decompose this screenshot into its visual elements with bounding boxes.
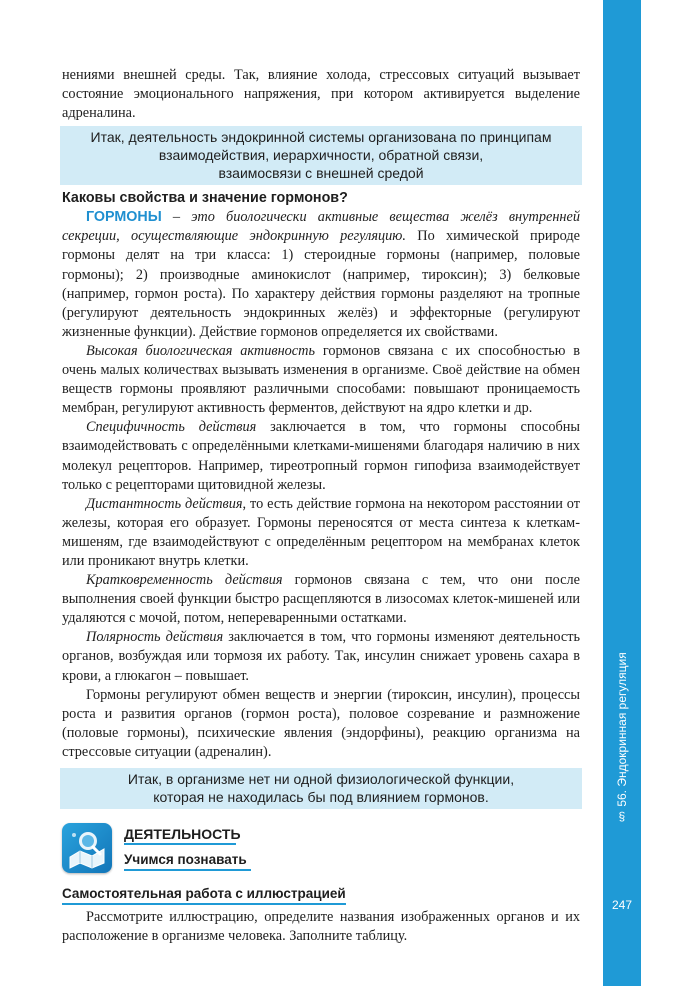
task-paragraph: Рассмотрите иллюстрацию, определите названия изображенных органов и их расположение в организме человека. Заполните таблицу. (62, 909, 580, 945)
property-paragraph (62, 418, 580, 494)
page-number: 247 (611, 898, 633, 912)
running-header: § 56. Эндокринная регуляция (615, 652, 629, 824)
side-margin (641, 0, 700, 986)
activity-subtitle: Учимся познавать (124, 851, 251, 871)
property-paragraph (62, 495, 580, 571)
property-term: Высокая биологическая активность (86, 342, 315, 359)
callout-line: Итак, деятельность эндокринной системы организована по принципам (90, 129, 552, 146)
property-text: заключается в том, что гормоны способны взаимодействовать с определёнными клетками-мишенями благодаря наличию в них молекул рецепторов. Например, тиреотропный гормон гипофиза взаимодействует только с рецепторами щитовидной железы. (62, 419, 581, 493)
activity-block (62, 823, 580, 879)
term-hormones: ГОРМОНЫ (86, 209, 162, 226)
activity-title: ДЕЯТЕЛЬНОСТЬ (124, 825, 236, 845)
property-text: , то есть действие гормона на некотором расстоянии от железы, которая его образует. Гормоны переносятся от места синтеза к клеткам-мишеням, где взаимодействуют с определённым рецептором на мембранах клеток или проникают внутрь клетки. (62, 495, 580, 569)
callout-line: взаимосвязи с внешней средой (218, 165, 424, 182)
regulation-paragraph: Гормоны регулируют обмен веществ и энергии (тироксин, инсулин), процессы роста и развития органов (гормон роста), половое созревание и размножение (половые гормоны), психические явления (эндорфины), реакцию организма на стрессовые ситуации (адреналин). (62, 686, 580, 760)
property-term: Специфичность действия (86, 419, 257, 436)
activity-map-icon (62, 823, 112, 873)
property-text: гормонов связана с их способностью в очень малых количествах вызывать изменения в организме. Своё действие на обмен веществ гормоны проявляют различными способами: повышают проницаемость мембран, регулируют активность ферментов, действуют на ядро клетки и др. (62, 342, 580, 417)
callout-line: которая не находилась бы под влиянием гормонов. (153, 789, 489, 805)
summary-callout-2 (60, 768, 582, 809)
property-text: гормонов связана с тем, что они после выполнения своей функции быстро расщепляются в лизосомах клеток-мишеней или удаляются с мочой, потом, непереваренными остатками. (62, 572, 580, 627)
property-paragraph (62, 342, 580, 418)
section-heading: Каковы свойства и значение гормонов? (62, 190, 348, 207)
property-paragraph (62, 628, 580, 685)
property-term: Кратковременность действия (86, 572, 283, 589)
callout-line: Итак, в организме нет ни одной физиологической функции, (127, 771, 515, 787)
callout-line: взаимодействия, иерархичности, обратной связи, (158, 147, 484, 164)
hormone-definition-paragraph (62, 208, 580, 342)
property-text: заключается в том, что гормоны изменяют деятельность органов, возбуждая или тормозя их работу. Так, инсулин снижает уровень сахара в крови, а глюкагон – повышает. (62, 629, 580, 684)
classes-text: По химической природе гормоны делят на три класса: 1) стероидные гормоны (например, половые гормоны); 2) производные аминокислот (например, тироксин); 3) белковые (например, гормон роста). По характеру действия гормоны разделяют на тропные (регулируют деятельность эндокринных желёз) и эффекторные (регулируют жизненные функции). Действие гормонов определяется их свойствами. (62, 228, 580, 340)
page-content (62, 66, 580, 946)
property-term: Полярность действия (86, 629, 224, 646)
intro-paragraph: нениями внешней среды. Так, влияние холода, стрессовых ситуаций вызывает состояние эмоционального напряжения, при котором активируется выделение адреналина. (62, 67, 580, 122)
task-title: Самостоятельная работа с иллюстрацией (62, 885, 346, 905)
summary-callout-1 (60, 126, 582, 185)
property-term: Дистантность действия (86, 495, 243, 512)
definition-text: – это биологически активные вещества желёз внутренней секреции, осуществляющие эндокринную регуляцию. (62, 209, 580, 245)
side-color-bar (603, 0, 641, 986)
property-paragraph (62, 571, 580, 628)
